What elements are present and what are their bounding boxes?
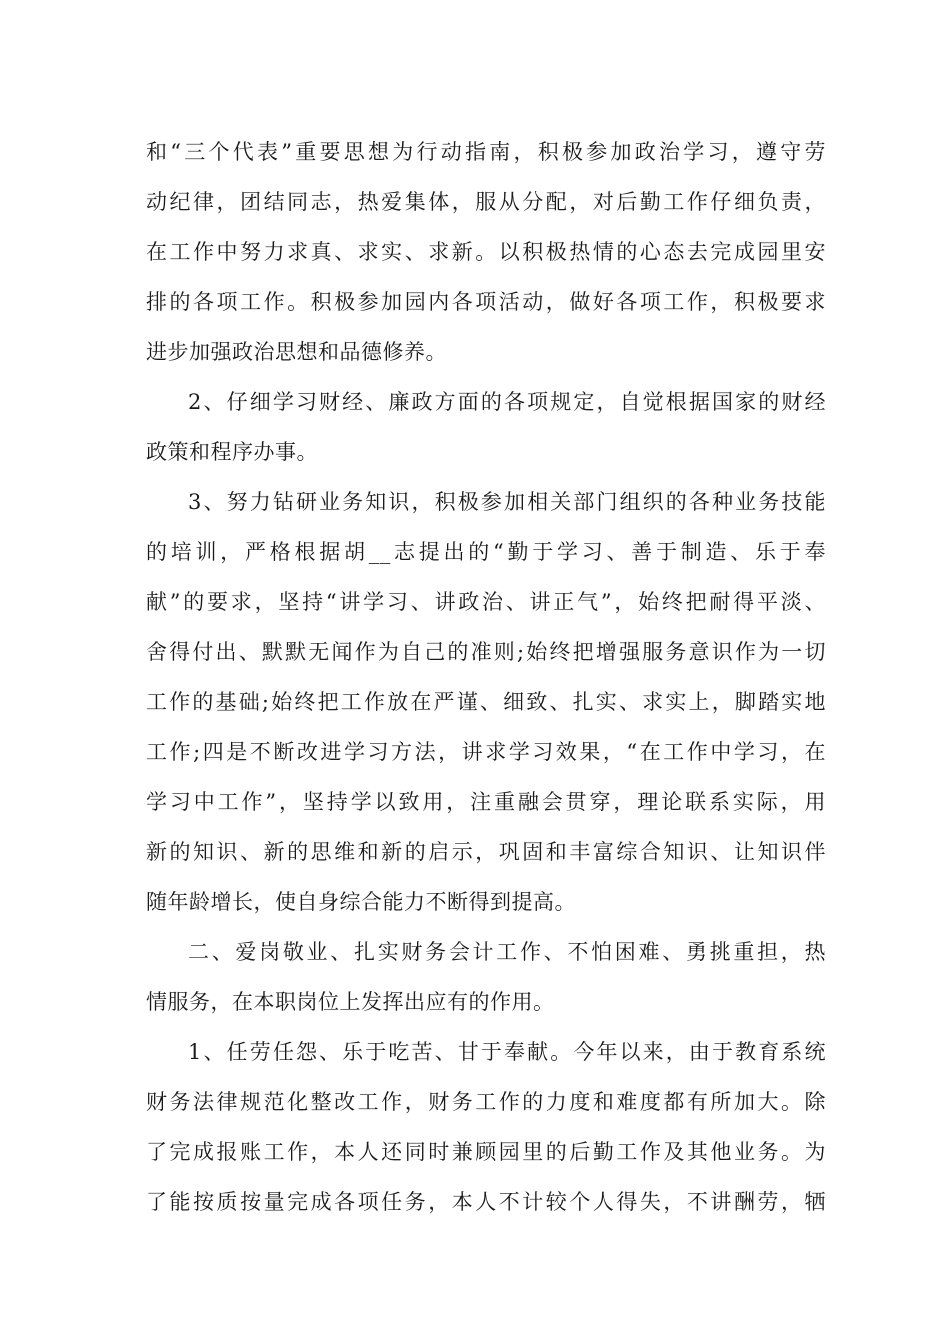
text-line: 和“三个代表”重要思想为行动指南，积极参加政治学习，遵守劳 [146, 140, 826, 164]
text-line: 献”的要求，坚持“讲学习、讲政治、讲正气”，始终把耐得平淡、 [146, 590, 826, 614]
paragraph-first-line: 2、仔细学习财经、廉政方面的各项规定，自觉根据国家的财经 [188, 390, 826, 414]
text-line: 工作的基础;始终把工作放在严谨、细致、扎实、求实上，脚踏实地 [146, 690, 826, 714]
text-line: 学习中工作”，坚持学以致用，注重融会贯穿，理论联系实际，用 [146, 790, 826, 814]
paragraph-first-line: 3、努力钻研业务知识，积极参加相关部门组织的各种业务技能 [188, 490, 826, 514]
paragraph-first-line: 1、任劳任怨、乐于吃苦、甘于奉献。今年以来，由于教育系统 [188, 1040, 826, 1064]
text-line: 新的知识、新的思维和新的启示，巩固和丰富综合知识、让知识伴 [146, 840, 826, 864]
text-line: 排的各项工作。积极参加园内各项活动，做好各项工作，积极要求 [146, 290, 826, 314]
text-line: 进步加强政治思想和品德修养。 [146, 340, 447, 364]
text-line: 动纪律，团结同志，热爱集体，服从分配，对后勤工作仔细负责， [146, 190, 826, 214]
text-line: 随年龄增长，使自身综合能力不断得到提高。 [146, 890, 576, 914]
text-line: 了完成报账工作，本人还同时兼顾园里的后勤工作及其他业务。为 [146, 1140, 826, 1164]
text-line: 的培训，严格根据胡__志提出的“勤于学习、善于制造、乐于奉 [146, 540, 826, 564]
text-line: 工作;四是不断改进学习方法，讲求学习效果，“在工作中学习，在 [146, 740, 826, 764]
text-line: 舍得付出、默默无闻作为自己的准则;始终把增强服务意识作为一切 [146, 640, 826, 664]
text-line: 在工作中努力求真、求实、求新。以积极热情的心态去完成园里安 [146, 240, 826, 264]
text-line: 了能按质按量完成各项任务，本人不计较个人得失，不讲酬劳，牺 [146, 1190, 826, 1214]
text-line: 政策和程序办事。 [146, 440, 318, 464]
text-line: 情服务，在本职岗位上发挥出应有的作用。 [146, 990, 555, 1014]
paragraph-first-line: 二、爱岗敬业、扎实财务会计工作、不怕困难、勇挑重担，热 [188, 940, 826, 964]
text-line: 财务法律规范化整改工作，财务工作的力度和难度都有所加大。除 [146, 1090, 826, 1114]
